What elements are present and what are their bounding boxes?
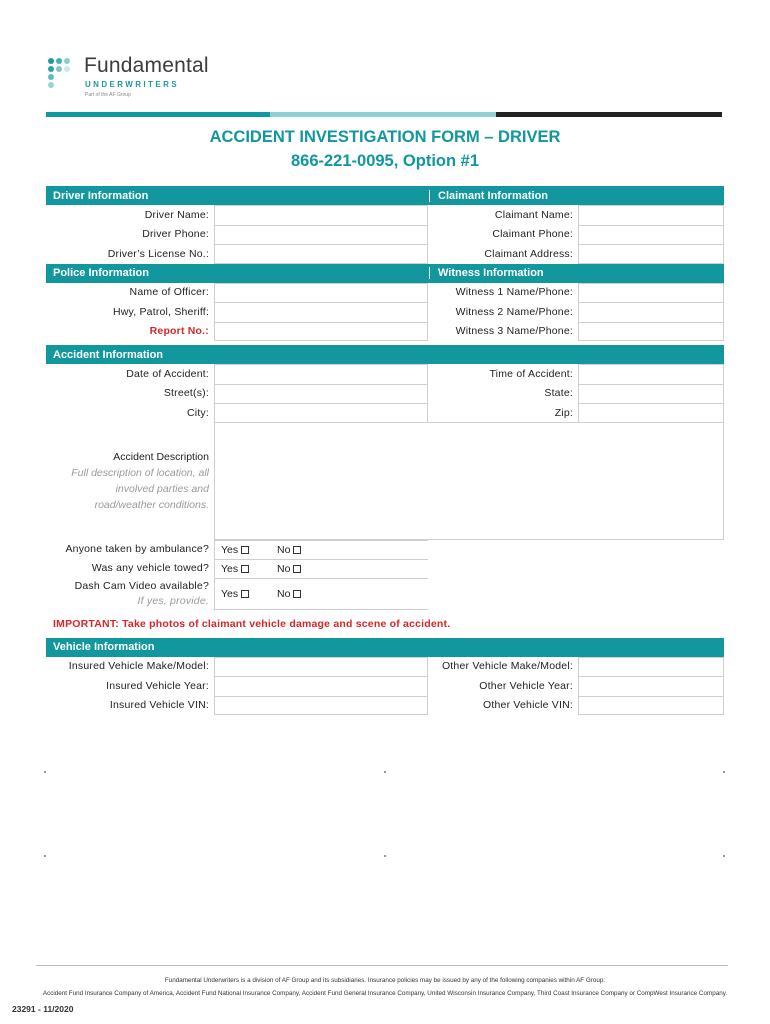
footer-divider	[36, 965, 728, 966]
accident-time-label: Time of Accident:	[489, 367, 573, 380]
form-row	[46, 283, 724, 303]
important-notice: IMPORTANT: Take photos of claimant vehicle damage and scene of accident.	[53, 617, 451, 630]
agency-label: Hwy, Patrol, Sheriff:	[112, 305, 209, 318]
driver-name-label: Driver Name:	[144, 208, 209, 221]
dashcam-hint: If yes, provide.	[137, 594, 209, 607]
vehicle-info-header: Vehicle Information	[53, 641, 155, 653]
yes-label: Yes	[221, 587, 239, 600]
driver-license-field[interactable]	[214, 244, 428, 264]
other-make-label: Other Vehicle Make/Model:	[441, 660, 573, 673]
form-row	[46, 244, 724, 264]
other-year-field[interactable]	[578, 676, 724, 696]
dashcam-question-row	[46, 578, 724, 610]
section-header-vehicle	[46, 638, 724, 657]
city-label: City:	[187, 406, 209, 419]
zip-field[interactable]	[578, 403, 724, 423]
report-number-label: Report No.:	[149, 325, 209, 338]
towed-options	[214, 559, 428, 578]
form-title: ACCIDENT INVESTIGATION FORM – DRIVER	[209, 128, 561, 146]
no-label: No	[277, 587, 291, 600]
section-header-driver	[46, 186, 724, 205]
street-label: Street(s):	[163, 387, 209, 400]
description-hint-3: road/weather conditions.	[94, 498, 209, 511]
state-field[interactable]	[578, 384, 724, 404]
dashcam-question-label-block	[46, 578, 214, 610]
registration-dot	[44, 855, 46, 857]
registration-dot	[44, 771, 46, 773]
accident-group	[46, 364, 724, 423]
form-row	[46, 696, 724, 716]
accident-date-field[interactable]	[214, 364, 428, 384]
form-row	[46, 403, 724, 423]
claimant-name-field[interactable]	[578, 205, 724, 225]
footer-line-2: Accident Fund Insurance Company of America, Accident Fund National Insurance Company, Accident Fund General Insurance Company, United Wisconsin Insurance Company, Third Coast Insurance Company or CompWest Insurance Company.	[42, 990, 728, 997]
ambulance-question-row	[46, 540, 724, 559]
no-label: No	[277, 543, 291, 556]
accident-description-label: Accident Description	[113, 450, 209, 463]
insured-year-field[interactable]	[214, 676, 428, 696]
towed-question-label: Was any vehicle towed?	[91, 562, 209, 574]
officer-name-field[interactable]	[214, 283, 428, 303]
footer-line-1: Fundamental Underwriters is a division of AF Group and its subsidiaries. Insurance policies may be issued by any of the following companies within AF Group:	[164, 977, 606, 984]
dashcam-no-option[interactable]	[277, 588, 333, 600]
registration-dot	[723, 771, 725, 773]
claimant-phone-field[interactable]	[578, 225, 724, 245]
dashcam-options	[214, 578, 428, 610]
witness1-field[interactable]	[578, 283, 724, 303]
insured-make-label: Insured Vehicle Make/Model:	[68, 660, 209, 673]
vehicle-group	[46, 657, 724, 716]
registration-dot	[384, 771, 386, 773]
logo-name: Fundamental	[84, 54, 209, 77]
checkbox-icon[interactable]	[241, 565, 249, 573]
agency-field[interactable]	[214, 302, 428, 322]
witness3-label: Witness 3 Name/Phone:	[455, 325, 573, 338]
officer-name-label: Name of Officer:	[129, 286, 209, 299]
checkbox-icon[interactable]	[293, 565, 301, 573]
witness2-field[interactable]	[578, 302, 724, 322]
police-group	[46, 283, 724, 342]
ambulance-yes-option[interactable]	[221, 544, 277, 556]
form-row	[46, 364, 724, 384]
accident-description-label-block	[46, 422, 214, 540]
street-field[interactable]	[214, 384, 428, 404]
form-row	[46, 384, 724, 404]
insured-vin-field[interactable]	[214, 696, 428, 716]
registration-dot	[723, 855, 725, 857]
checkbox-icon[interactable]	[241, 590, 249, 598]
ambulance-options	[214, 540, 428, 559]
towed-question-row	[46, 559, 724, 578]
checkbox-icon[interactable]	[241, 546, 249, 554]
form-code: 23291 - 11/2020	[12, 1004, 74, 1014]
insured-vin-label: Insured Vehicle VIN:	[109, 699, 209, 712]
witness-info-header: Witness Information	[429, 267, 724, 279]
report-number-field[interactable]	[214, 322, 428, 342]
form-row	[46, 302, 724, 322]
claimant-info-header: Claimant Information	[429, 190, 724, 202]
dashcam-yes-option[interactable]	[221, 588, 277, 600]
section-header-police	[46, 264, 724, 283]
towed-yes-option[interactable]	[221, 563, 277, 575]
towed-no-option[interactable]	[277, 563, 333, 575]
state-label: State:	[544, 387, 573, 400]
yes-label: Yes	[221, 562, 239, 575]
no-label: No	[277, 562, 291, 575]
zip-label: Zip:	[554, 406, 573, 419]
form-row	[46, 225, 724, 245]
company-logo	[46, 54, 246, 102]
witness1-label: Witness 1 Name/Phone:	[455, 286, 573, 299]
yes-label: Yes	[221, 543, 239, 556]
other-make-field[interactable]	[578, 657, 724, 677]
checkbox-icon[interactable]	[293, 546, 301, 554]
insured-make-field[interactable]	[214, 657, 428, 677]
claimant-address-label: Claimant Address:	[484, 247, 573, 260]
driver-phone-field[interactable]	[214, 225, 428, 245]
form-phone: 866-221-0095, Option #1	[290, 152, 479, 170]
accident-form	[46, 186, 724, 715]
claimant-name-label: Claimant Name:	[494, 208, 573, 221]
other-vin-label: Other Vehicle VIN:	[483, 699, 573, 712]
checkbox-icon[interactable]	[293, 590, 301, 598]
witness3-field[interactable]	[578, 322, 724, 342]
insured-year-label: Insured Vehicle Year:	[106, 679, 209, 692]
other-year-label: Other Vehicle Year:	[479, 679, 573, 692]
logo-subtitle: UNDERWRITERS	[85, 80, 179, 89]
police-info-header: Police Information	[53, 267, 149, 279]
driver-group	[46, 205, 724, 264]
form-row	[46, 205, 724, 225]
accident-description-field[interactable]	[214, 422, 724, 540]
accident-time-field[interactable]	[578, 364, 724, 384]
form-row	[46, 657, 724, 677]
driver-name-field[interactable]	[214, 205, 428, 225]
logo-dots-icon	[46, 56, 80, 90]
dashcam-question-label: Dash Cam Video available?	[74, 579, 209, 592]
accident-date-label: Date of Accident:	[126, 367, 209, 380]
logo-tagline: Part of the AF Group	[85, 92, 131, 98]
driver-phone-label: Driver Phone:	[142, 228, 209, 241]
form-row	[46, 322, 724, 342]
description-hint-1: Full description of location, all	[71, 466, 209, 479]
driver-license-label: Driver’s License No.:	[107, 247, 209, 260]
header-color-bar	[46, 112, 722, 117]
description-hint-2: involved parties and	[115, 482, 209, 495]
registration-dot	[384, 855, 386, 857]
ambulance-question-label: Anyone taken by ambulance?	[65, 543, 209, 555]
other-vin-field[interactable]	[578, 696, 724, 716]
form-row	[46, 676, 724, 696]
ambulance-no-option[interactable]	[277, 544, 333, 556]
accident-info-header: Accident Information	[53, 348, 164, 361]
claimant-phone-label: Claimant Phone:	[492, 228, 573, 241]
claimant-address-field[interactable]	[578, 244, 724, 264]
witness2-label: Witness 2 Name/Phone:	[455, 305, 573, 318]
section-header-accident	[46, 345, 724, 364]
city-field[interactable]	[214, 403, 428, 423]
driver-info-header: Driver Information	[53, 189, 149, 202]
accident-description-row	[46, 422, 724, 540]
